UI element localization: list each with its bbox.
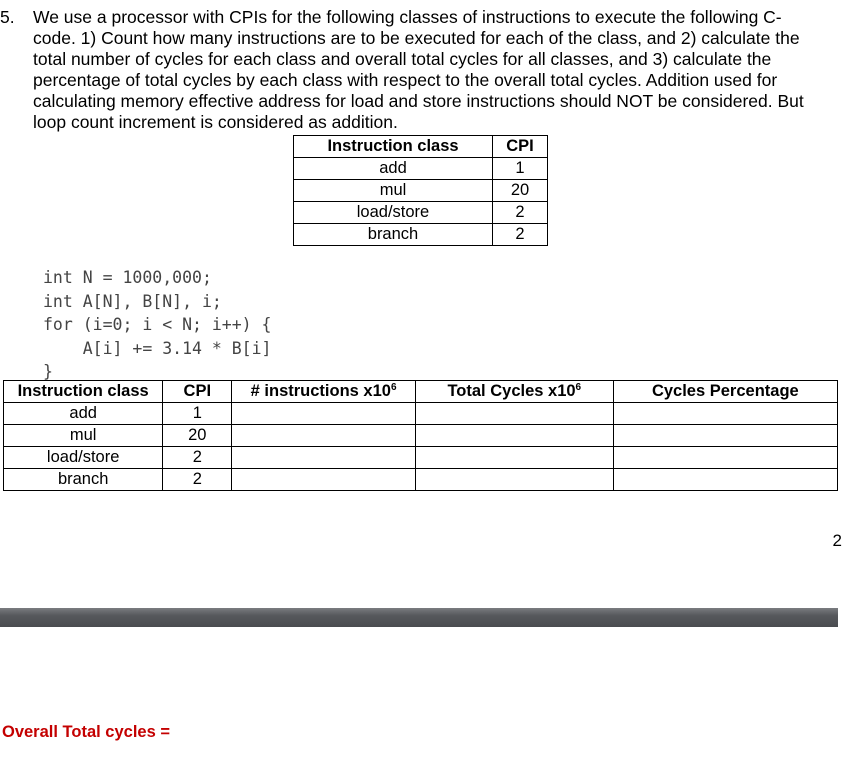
answer-cell[interactable] (232, 425, 416, 447)
table-row (4, 447, 838, 469)
page-number-fragment: 2 (832, 531, 842, 550)
answer-cell[interactable] (232, 447, 416, 469)
result-table-header-row (4, 381, 838, 403)
cpi-table-header-row (294, 136, 548, 158)
table-cell: branch (4, 469, 163, 491)
table-row (294, 202, 548, 224)
table-cell: 1 (163, 403, 232, 425)
question-line-5: calculating memory effective address for load and store instructions should NOT be considered. But (33, 91, 804, 111)
question-text (0, 7, 838, 135)
result-table-header: Instruction class (4, 381, 163, 403)
table-cell: add (294, 158, 493, 180)
answer-cell[interactable] (232, 469, 416, 491)
code-line: A[i] += 3.14 * B[i] (43, 338, 272, 358)
code-line: for (i=0; i < N; i++) { (43, 315, 272, 334)
table-cell: 2 (493, 224, 548, 246)
answer-cell[interactable] (415, 403, 613, 425)
table-cell: add (4, 403, 163, 425)
answer-cell[interactable] (613, 403, 837, 425)
table-row (294, 180, 548, 202)
cpi-table (293, 135, 548, 246)
table-cell: 1 (493, 158, 548, 180)
cpi-table-header: CPI (493, 136, 548, 158)
exponent: 6 (390, 382, 397, 393)
answer-cell[interactable] (232, 403, 416, 425)
cpi-table-header: Instruction class (294, 136, 493, 158)
table-cell: 2 (493, 202, 548, 224)
code-line: } (43, 362, 53, 381)
question-line-6: loop count increment is considered as addition. (33, 112, 398, 132)
result-table-header: Total Cycles $x10^6$ (415, 381, 613, 403)
answer-cell[interactable] (613, 425, 837, 447)
answer-cell[interactable] (415, 425, 613, 447)
table-cell: mul (294, 180, 493, 202)
table-cell: branch (294, 224, 493, 246)
table-row (294, 158, 548, 180)
code-line: int A[N], B[N], i; (43, 291, 222, 311)
table-row (4, 425, 838, 447)
result-table-header: CPI (163, 381, 232, 403)
table-cell: 2 (163, 447, 232, 469)
table-cell: load/store (4, 447, 163, 469)
code-block (43, 266, 271, 384)
exponent: 6 (575, 382, 582, 393)
table-row (4, 403, 838, 425)
table-row (4, 469, 838, 491)
table-cell: mul (4, 425, 163, 447)
question-line-1: 5. We use a processor with CPIs for the following classes of instructions to execute the following C- (0, 7, 782, 27)
result-table-header: # instructions $x10^6$ (232, 381, 416, 403)
page-divider (0, 608, 838, 627)
result-table-header: Cycles Percentage (613, 381, 837, 403)
table-cell: 20 (493, 180, 548, 202)
overall-total-label: Overall Total cycles = (2, 723, 170, 741)
question-line-3: total number of cycles for each class and overall total cycles for all classes, and 3) calculate the (33, 49, 772, 69)
answer-cell[interactable] (415, 469, 613, 491)
result-table (3, 380, 838, 491)
question-line-2: code. 1) Count how many instructions are to be executed for each of the class, and 2) calculate the (33, 28, 800, 48)
table-cell: 20 (163, 425, 232, 447)
table-cell: 2 (163, 469, 232, 491)
table-row (294, 224, 548, 246)
answer-cell[interactable] (415, 447, 613, 469)
question-number: 5. (0, 7, 15, 27)
code-line: int N = 1000,000; (43, 268, 212, 287)
answer-cell[interactable] (613, 447, 837, 469)
table-cell: load/store (294, 202, 493, 224)
question-line-4: percentage of total cycles by each class with respect to the overall total cycles. Addition used for (33, 70, 778, 90)
answer-cell[interactable] (613, 469, 837, 491)
